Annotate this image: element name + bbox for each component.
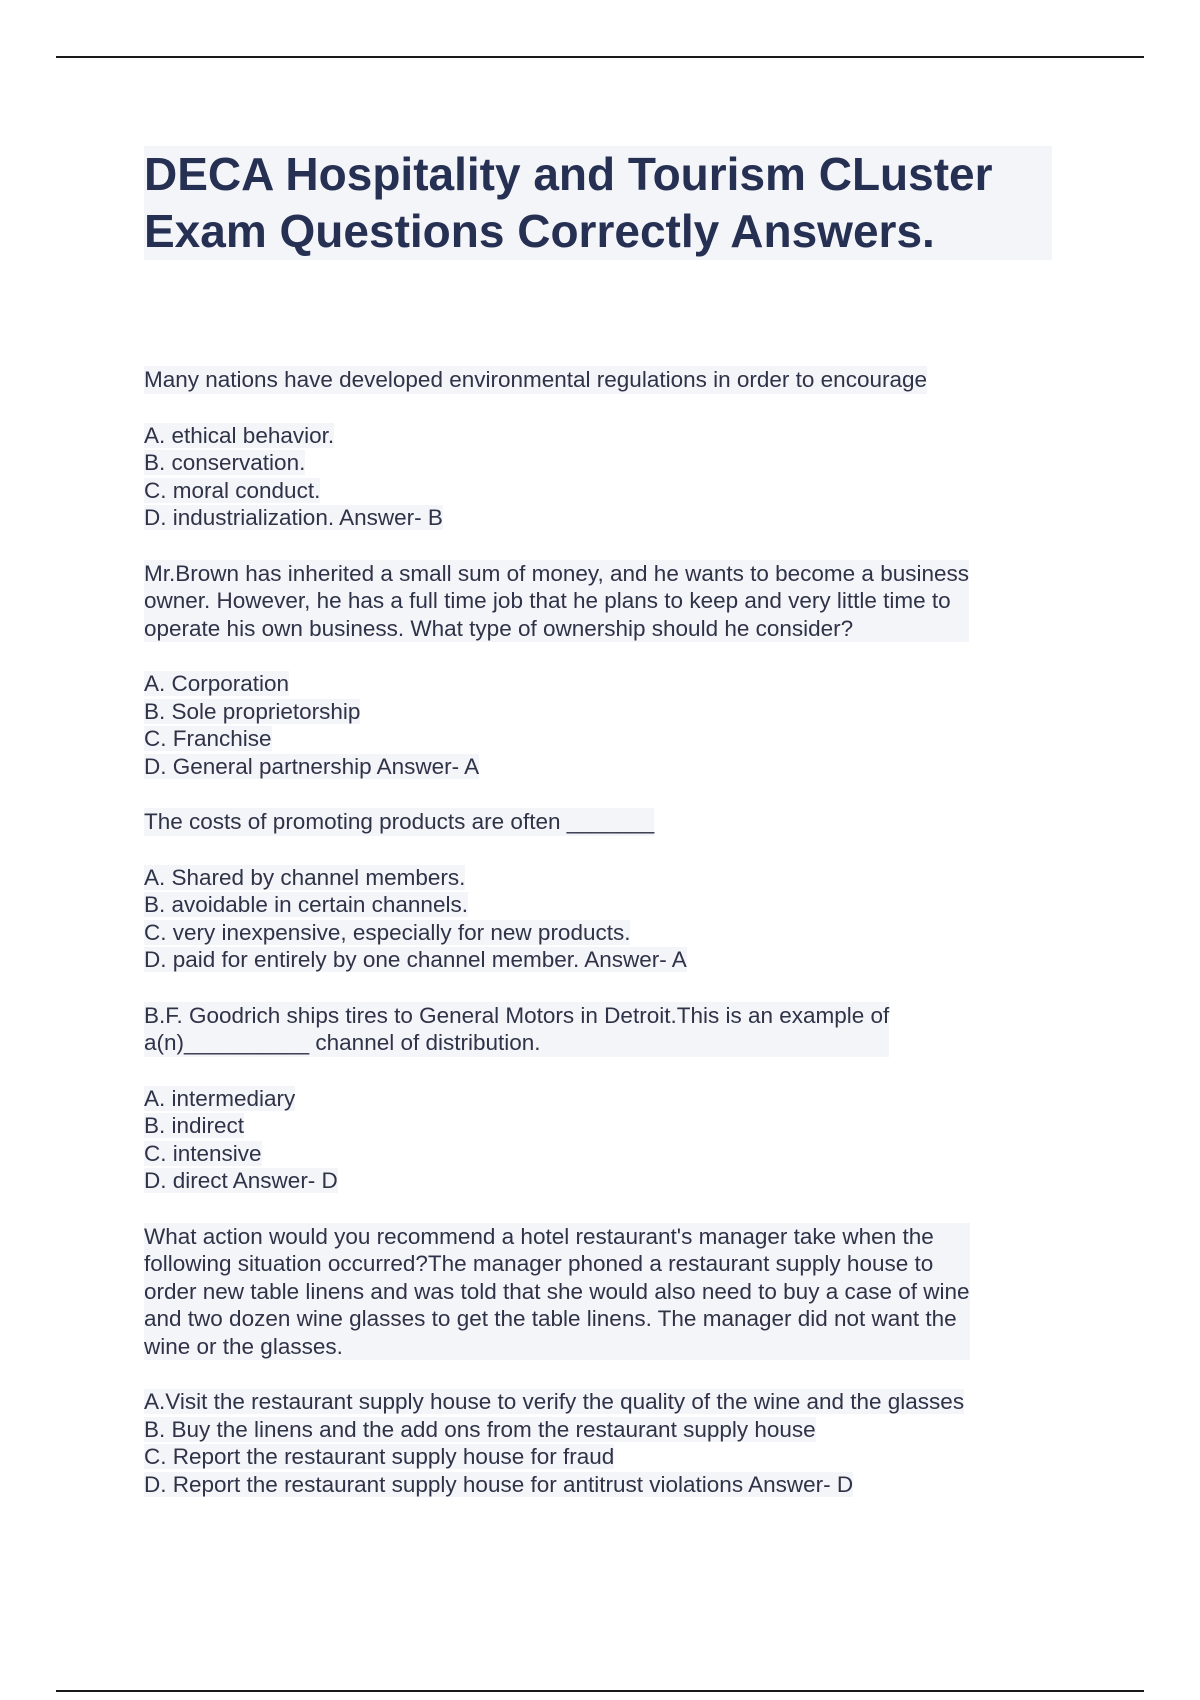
question-line: wine or the glasses.: [144, 1333, 343, 1359]
option-a: A. Corporation: [144, 671, 290, 696]
option-b: B. indirect: [144, 1113, 245, 1138]
question-1: [144, 366, 1064, 532]
question-line: order new table linens and was told that she would also need to buy a case of wine: [144, 1278, 970, 1304]
question-line: Many nations have developed environmental regulations in order to encourage: [144, 367, 928, 392]
option-c: C. moral conduct.: [144, 477, 321, 503]
option-c: C. Report the restaurant supply house for fraud: [144, 1444, 615, 1469]
option-a: A. intermediary: [144, 1085, 296, 1111]
question-line: B.F. Goodrich ships tires to General Motors in Detroit.This is an example of: [144, 1002, 890, 1028]
option-b: B. Sole proprietorship: [144, 698, 361, 724]
option-a: A. ethical behavior.: [144, 422, 335, 448]
question-line: a(n)__________ channel of distribution.: [144, 1030, 541, 1055]
option-a: A.Visit the restaurant supply house to verify the quality of the wine and the glasses: [144, 1389, 965, 1414]
answer-options: [144, 1388, 1064, 1498]
question-4: [144, 1002, 1064, 1195]
answer-options: [144, 1085, 1064, 1195]
option-b: B. conservation.: [144, 450, 306, 475]
question-line: and two dozen wine glasses to get the table linens. The manager did not want the: [144, 1306, 957, 1331]
answer-options: [144, 864, 1064, 974]
option-c: C. very inexpensive, especially for new products.: [144, 919, 631, 945]
option-c: C. Franchise: [144, 726, 272, 751]
answer-options: [144, 670, 1064, 780]
option-b: B. Buy the linens and the add ons from the restaurant supply house: [144, 1416, 816, 1442]
question-line: The costs of promoting products are often _______: [144, 809, 655, 834]
question-text: [144, 808, 654, 836]
question-line: operate his own business. What type of ownership should he consider?: [144, 615, 854, 641]
option-d-with-answer: D. General partnership Answer- A: [144, 753, 480, 779]
question-5: [144, 1223, 1064, 1499]
question-text: [144, 560, 969, 643]
question-line: What action would you recommend a hotel restaurant's manager take when the: [144, 1223, 934, 1249]
option-c: C. intensive: [144, 1140, 262, 1166]
option-a: A. Shared by channel members.: [144, 864, 466, 890]
question-3: [144, 808, 1064, 974]
document-title: [144, 146, 1052, 260]
question-text: [144, 1002, 889, 1057]
question-2: [144, 560, 1064, 781]
option-b: B. avoidable in certain channels.: [144, 892, 468, 917]
question-line: following situation occurred?The manager phoned a restaurant supply house to: [144, 1251, 934, 1276]
option-d-with-answer: D. direct Answer- D: [144, 1168, 338, 1193]
bottom-rule: [56, 1690, 1144, 1692]
question-text: [144, 366, 927, 394]
question-list: [144, 366, 1064, 1526]
option-d-with-answer: D. paid for entirely by one channel member. Answer- A: [144, 947, 687, 972]
question-line: owner. However, he has a full time job that he plans to keep and very little time to: [144, 588, 951, 613]
title-line: DECA Hospitality and Tourism CLuster: [144, 148, 993, 200]
option-d-with-answer: D. industrialization. Answer- B: [144, 505, 443, 530]
question-line: Mr.Brown has inherited a small sum of money, and he wants to become a business: [144, 560, 969, 586]
answer-options: [144, 422, 1064, 532]
question-text: [144, 1223, 970, 1361]
option-d-with-answer: D. Report the restaurant supply house for antitrust violations Answer- D: [144, 1471, 854, 1497]
title-line: Exam Questions Correctly Answers.: [144, 205, 935, 257]
top-rule: [56, 56, 1144, 58]
